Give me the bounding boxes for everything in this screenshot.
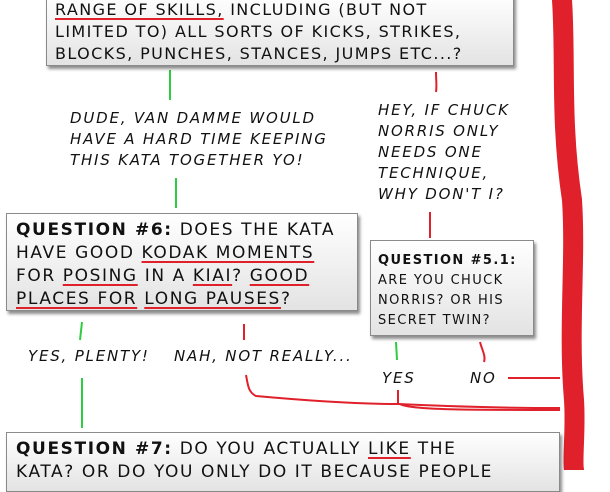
- chuck-note: HEY, IF CHUCK NORRIS ONLY NEEDS ONE TECHNIQUE, WHY DON'T I?: [378, 100, 510, 205]
- question51-label: QUESTION #5.1:: [378, 253, 517, 268]
- no-line-q51: [480, 342, 485, 362]
- skills-link: RANGE OF SKILLS,: [55, 0, 224, 19]
- question6-label: QUESTION #6:: [16, 220, 173, 240]
- question7-box: QUESTION #7: DO YOU ACTUALLY LIKE THE KATA? OR DO YOU ONLY DO IT BECAUSE PEOPLE: [6, 432, 560, 492]
- question5-box: RANGE OF SKILLS, INCLUDING (BUT NOT LIMITED TO) ALL SORTS OF KICKS, STRIKES, BLOCKS, PUNCHES, STANCES, JUMPS ETC...?: [46, 0, 514, 66]
- answer-no: NO: [470, 368, 497, 389]
- answer-yes-plenty: YES, PLENTY!: [28, 346, 150, 367]
- question7-label: QUESTION #7:: [16, 439, 173, 459]
- question6-box: QUESTION #6: DOES THE KATA HAVE GOOD KODAK MOMENTS FOR POSING IN A KIAI? GOOD PLACES FOR LONG PAUSES?: [6, 213, 358, 311]
- vandamme-note: DUDE, VAN DAMME WOULD HAVE A HARD TIME KEEPING THIS KATA TOGETHER YO!: [70, 108, 328, 171]
- yes-line-q51: [396, 342, 397, 360]
- yes-line-q6: [80, 322, 82, 340]
- question51-box: QUESTION #5.1: ARE YOU CHUCK NORRIS? OR HIS SECRET TWIN?: [370, 240, 534, 336]
- answer-yes: YES: [382, 368, 416, 389]
- red-vertical-bar: [562, 0, 575, 470]
- answer-nah: NAH, NOT REALLY...: [174, 346, 353, 367]
